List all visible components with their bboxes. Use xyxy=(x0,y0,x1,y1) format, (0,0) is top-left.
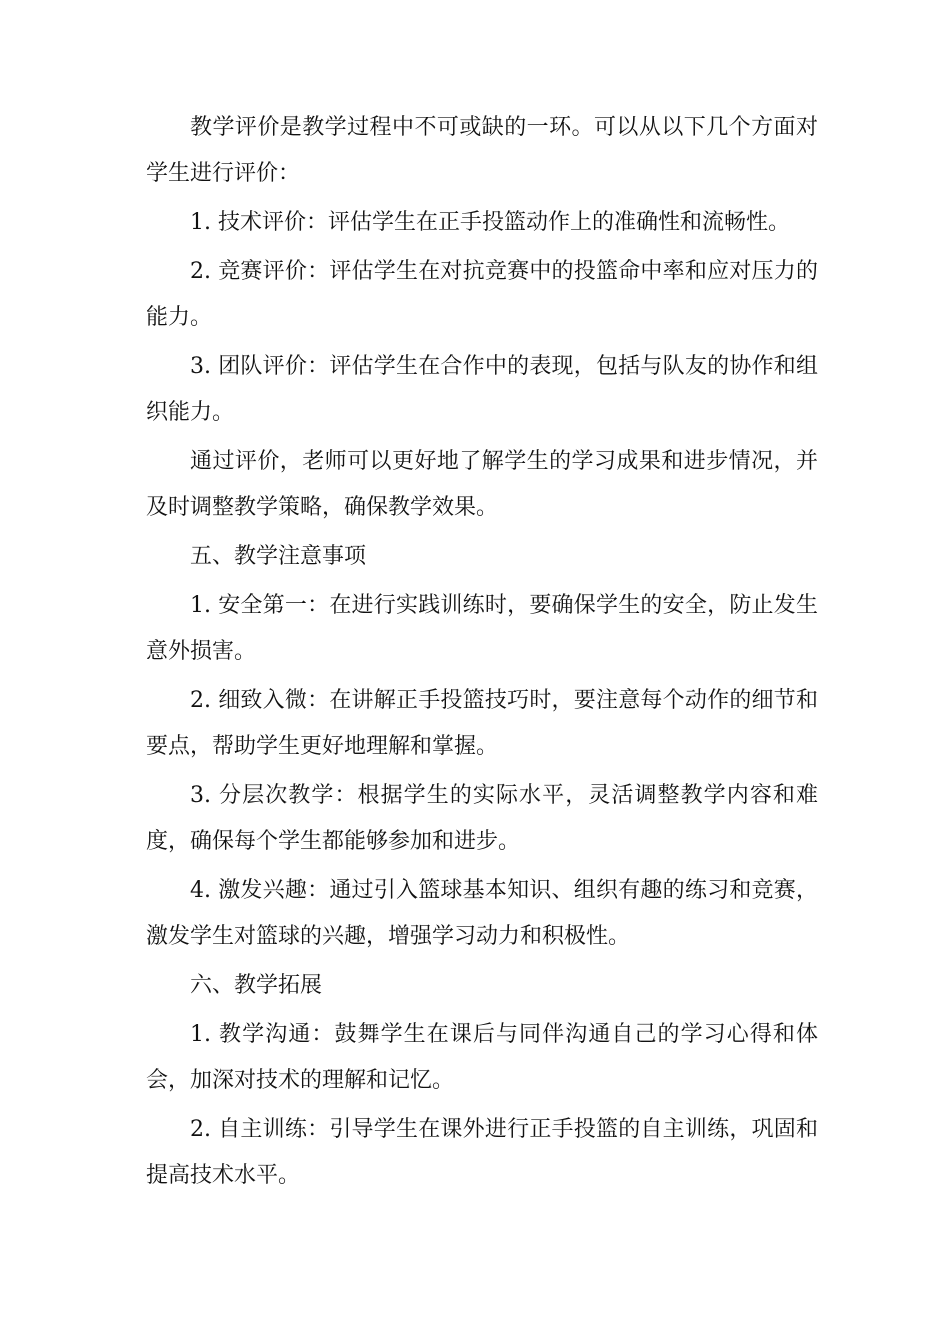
list-item-competition-evaluation: 2. 竞赛评价：评估学生在对抗竞赛中的投篮命中率和应对压力的能力。 xyxy=(146,259,818,330)
list-item-tiered-teaching: 3. 分层次教学：根据学生的实际水平，灵活调整教学内容和难度，确保每个学生都能够参加和进步。 xyxy=(146,783,818,854)
section-heading-extension: 六、教学拓展 xyxy=(190,973,323,998)
list-item-teaching-communication: 1. 教学沟通：鼓舞学生在课后与同伴沟通自己的学习心得和体会，加深对技术的理解和记忆。 xyxy=(146,1022,818,1093)
paragraph-evaluation-summary: 通过评价，老师可以更好地了解学生的学习成果和进步情况，并及时调整教学策略，确保教学效果。 xyxy=(146,449,818,520)
list-item-team-evaluation: 3. 团队评价：评估学生在合作中的表现，包括与队友的协作和组织能力。 xyxy=(146,354,818,425)
list-item-stimulate-interest: 4. 激发兴趣：通过引入篮球基本知识、组织有趣的练习和竞赛，激发学生对篮球的兴趣，增强学习动力和积极性。 xyxy=(146,878,818,949)
list-item-technical-evaluation: 1. 技术评价：评估学生在正手投篮动作上的准确性和流畅性。 xyxy=(190,210,790,235)
list-item-safety-first: 1. 安全第一：在进行实践训练时，要确保学生的安全，防止发生意外损害。 xyxy=(146,593,818,664)
document-body xyxy=(146,105,818,1202)
section-heading-notes: 五、教学注意事项 xyxy=(190,544,367,569)
list-item-self-training: 2. 自主训练：引导学生在课外进行正手投篮的自主训练，巩固和提高技术水平。 xyxy=(146,1117,818,1188)
paragraph-evaluation-intro: 教学评价是教学过程中不可或缺的一环。可以从以下几个方面对学生进行评价： xyxy=(146,115,818,186)
list-item-attention-to-detail: 2. 细致入微：在讲解正手投篮技巧时，要注意每个动作的细节和要点，帮助学生更好地理解和掌握。 xyxy=(146,688,818,759)
